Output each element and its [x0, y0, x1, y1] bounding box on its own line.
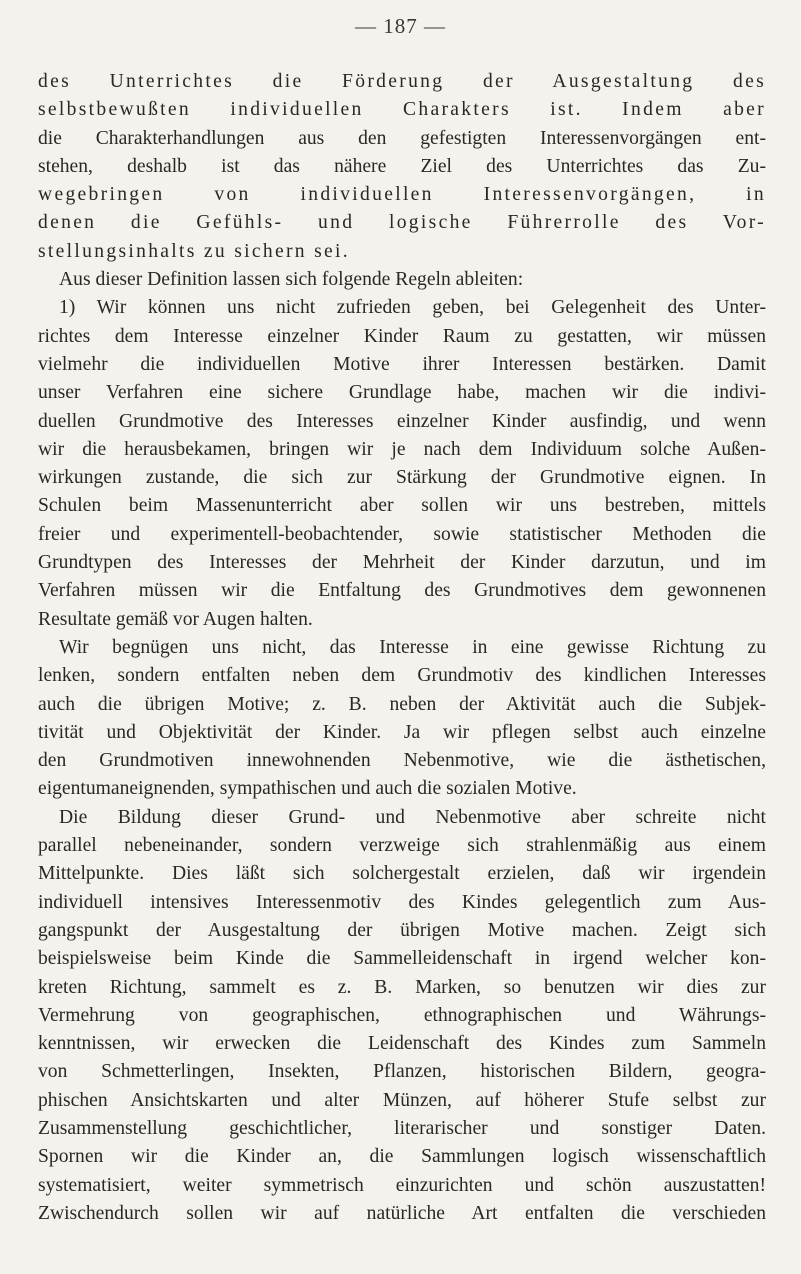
text-line: Die Bildung dieser Grund- und Nebenmotive aber schreite nicht [59, 806, 766, 828]
text-line: Vermehrung von geographischen, ethnographischen und Währungs- [38, 1004, 766, 1026]
text-line: parallel nebeneinander, sondern verzweige sich strahlenmäßig aus einem [38, 835, 766, 857]
text-line: tivität und Objektivität der Kinder. Ja wir pflegen selbst auch einzelne [38, 721, 766, 743]
text-line: die Charakterhandlungen aus den gefestigten Interessenvorgängen ent- [38, 127, 766, 149]
text-line: wirkungen zustande, die sich zur Stärkung der Grundmotive eignen. In [38, 467, 766, 489]
text-line: beispielsweise beim Kinde die Sammelleidenschaft in irgend welcher kon- [38, 948, 766, 970]
text-line: unser Verfahren eine sichere Grundlage habe, machen wir die indivi- [38, 382, 766, 404]
text-line: denen die Gefühls- und logische Führerrolle des Vor- [38, 212, 766, 234]
text-line: Grundtypen des Interesses der Mehrheit der Kinder darzutun, und im [38, 552, 766, 574]
text-line: vielmehr die individuellen Motive ihrer Interessen bestärken. Damit [38, 353, 766, 375]
text-line: freier und experimentell-beobachtender, sowie statistischer Methoden die [38, 523, 766, 545]
text-line: Aus dieser Definition lassen sich folgende Regeln ableiten: [59, 269, 524, 291]
text-line: Spornen wir die Kinder an, die Sammlungen logisch wissenschaftlich [38, 1146, 766, 1168]
text-line: auch die übrigen Motive; z. B. neben der Aktivität auch die Subjek- [38, 693, 766, 715]
text-line: des Unterrichtes die Förderung der Ausgestaltung des [38, 71, 766, 92]
page-body-text [38, 68, 766, 1228]
text-line: duellen Grundmotive des Interesses einzelner Kinder ausfindig, und wenn [38, 410, 766, 432]
text-line: kenntnissen, wir erwecken die Leidenschaft des Kindes zum Sammeln [38, 1033, 766, 1055]
text-line: stellungsinhalts zu sichern sei. [38, 240, 350, 262]
text-line: richtes dem Interesse einzelner Kinder Raum zu gestatten, wir müssen [38, 325, 766, 347]
text-line: Schulen beim Massenunterricht aber sollen wir uns bestreben, mittels [38, 495, 766, 517]
text-line: 1) Wir können uns nicht zufrieden geben, bei Gelegenheit des Unter- [59, 297, 766, 319]
text-line: Zusammenstellung geschichtlicher, literarischer und sonstiger Daten. [38, 1117, 766, 1139]
text-line: eigentumaneignenden, sympathischen und auch die sozialen Motive. [38, 778, 577, 800]
text-line: selbstbewußten individuellen Charakters ist. Indem aber [38, 99, 766, 121]
text-line: lenken, sondern entfalten neben dem Grundmotiv des kindlichen Interesses [38, 665, 766, 687]
text-line: wegebringen von individuellen Interessenvorgängen, in [38, 184, 766, 206]
text-line: Resultate gemäß vor Augen halten. [38, 608, 313, 630]
text-line: stehen, deshalb ist das nähere Ziel des Unterrichtes das Zu- [38, 155, 766, 177]
text-line: wir die herausbekamen, bringen wir je nach dem Individuum solche Außen- [38, 438, 766, 460]
page-number-header: — 187 — [355, 14, 446, 38]
text-line: Verfahren müssen wir die Entfaltung des Grundmotives dem gewonnenen [38, 580, 766, 602]
text-line: den Grundmotiven innewohnenden Nebenmotive, wie die ästhetischen, [38, 750, 766, 772]
text-line: phischen Ansichtskarten und alter Münzen, auf höherer Stufe selbst zur [38, 1089, 766, 1111]
text-line: Mittelpunkte. Dies läßt sich solchergestalt erzielen, daß wir irgendein [38, 863, 766, 885]
text-line: kreten Richtung, sammelt es z. B. Marken, so benutzen wir dies zur [38, 976, 766, 998]
text-line: individuell intensives Interessenmotiv des Kindes gelegentlich zum Aus- [38, 891, 766, 913]
text-line: Zwischendurch sollen wir auf natürliche Art entfalten die verschieden [38, 1202, 766, 1224]
text-line: von Schmetterlingen, Insekten, Pflanzen, historischen Bildern, geogra- [38, 1061, 766, 1083]
text-line: Wir begnügen uns nicht, das Interesse in eine gewisse Richtung zu [59, 636, 766, 658]
text-line: gangspunkt der Ausgestaltung der übrigen Motive machen. Zeigt sich [38, 919, 766, 941]
text-line: systematisiert, weiter symmetrisch einzurichten und schön auszustatten! [38, 1174, 766, 1196]
